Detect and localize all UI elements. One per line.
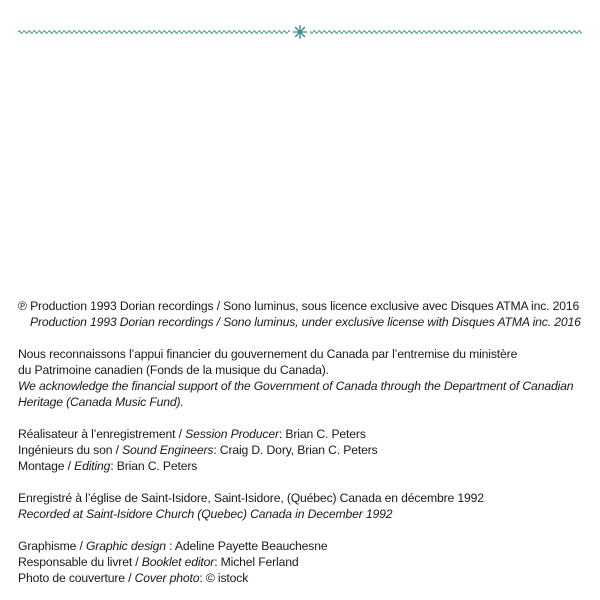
design-block bbox=[18, 538, 588, 586]
funding-fr-line-1: Nous reconnaissons l’appui financier du gouvernement du Canada par l’entremise du ministère bbox=[18, 347, 518, 361]
recording-line-fr: Enregistré à l’église de Saint-Isidore, Saint-Isidore, (Québec) Canada en décembre 1992 bbox=[18, 491, 484, 505]
copyright-line-en: Production 1993 Dorian recordings / Sono luminus, under exclusive license with Disques ATMA inc. 2016 bbox=[30, 315, 581, 329]
recording-line-en: Recorded at Saint-Isidore Church (Quebec) Canada in December 1992 bbox=[18, 507, 393, 521]
recording-block bbox=[18, 490, 588, 522]
graphic-design-line: Graphisme / Graphic design : Adeline Payette Beauchesne bbox=[18, 539, 328, 553]
funding-en-line-2: Heritage (Canada Music Fund). bbox=[18, 395, 184, 409]
booklet-editor-line: Responsable du livret / Booklet editor: Michel Ferland bbox=[18, 555, 299, 569]
ornament-wave-left bbox=[18, 26, 290, 38]
cover-photo-line: Photo de couverture / Cover photo: © istock bbox=[18, 571, 249, 585]
funding-en-line-1: We acknowledge the financial support of the Government of Canada through the Department of Canadian bbox=[18, 379, 574, 393]
session-producer-line: Réalisateur à l’enregistrement / Session Producer: Brian C. Peters bbox=[18, 427, 366, 441]
ornament-wave-right bbox=[310, 26, 582, 38]
funding-block bbox=[18, 346, 588, 410]
header-ornament bbox=[18, 24, 582, 40]
snowflake-icon bbox=[294, 26, 307, 39]
producers-block bbox=[18, 426, 588, 474]
sound-engineers-line: Ingénieurs du son / Sound Engineers: Craig D. Dory, Brian C. Peters bbox=[18, 443, 378, 457]
copyright-line-fr: ℗ Production 1993 Dorian recordings / Sono luminus, sous licence exclusive avec Disques ATMA inc. 2016 bbox=[18, 299, 580, 313]
editing-line: Montage / Editing: Brian C. Peters bbox=[18, 459, 198, 473]
credits-section bbox=[18, 298, 588, 586]
funding-fr-line-2: du Patrimoine canadien (Fonds de la musique du Canada). bbox=[18, 363, 329, 377]
copyright-block bbox=[18, 298, 588, 330]
